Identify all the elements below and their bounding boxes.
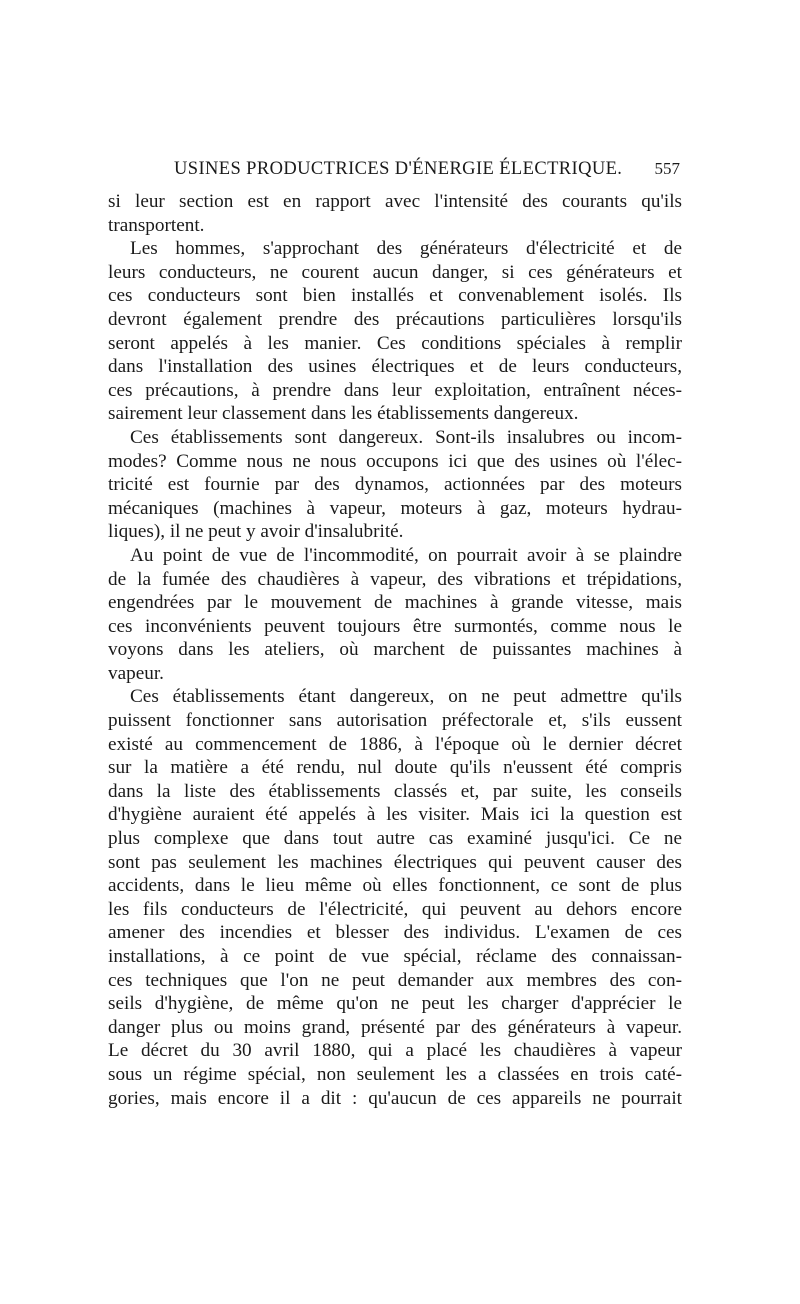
text-line: existé au commencement de 1886, à l'époque où le dernier décret <box>108 733 682 755</box>
text-line: ces inconvénients peuvent toujours être surmontés, comme nous le <box>108 615 682 637</box>
text-line: Ces établissements étant dangereux, on ne peut admettre qu'ils <box>130 686 682 708</box>
text-line: plus complexe que dans tout autre cas examiné jusqu'ici. Ce ne <box>108 828 682 850</box>
text-line: voyons dans les ateliers, où marchent de puissantes machines à <box>108 639 682 661</box>
text-line: Le décret du 30 avril 1880, qui a placé les chaudières à vapeur <box>108 1040 682 1062</box>
body-text <box>108 190 682 1110</box>
text-line: dans la liste des établissements classés et, par suite, les conseils <box>108 780 682 802</box>
text-line: Les hommes, s'approchant des générateurs d'électricité et de <box>130 238 682 260</box>
text-line: gories, mais encore il a dit : qu'aucun de ces appareils ne pourrait <box>108 1087 682 1109</box>
text-line: Au point de vue de l'incommodité, on pourrait avoir à se plaindre <box>130 544 682 566</box>
text-line: sous un régime spécial, non seulement les a classées en trois caté- <box>108 1063 682 1085</box>
text-line: seils d'hygiène, de même qu'on ne peut les charger d'apprécier le <box>108 993 682 1015</box>
text-line: d'hygiène auraient été appelés à les visiter. Mais ici la question est <box>108 804 682 826</box>
text-line: mécaniques (machines à vapeur, moteurs à gaz, moteurs hydrau- <box>108 497 682 519</box>
text-line: ces précautions, à prendre dans leur exploitation, entraînent néces- <box>108 379 682 401</box>
text-line: leurs conducteurs, ne courent aucun danger, si ces générateurs et <box>108 261 682 283</box>
text-line: amener des incendies et blesser des individus. L'examen de ces <box>108 922 682 944</box>
text-line: les fils conducteurs de l'électricité, qui peuvent au dehors encore <box>108 898 682 920</box>
text-line: accidents, dans le lieu même où elles fonctionnent, ce sont de plus <box>108 875 682 897</box>
text-line: ces techniques que l'on ne peut demander aux membres des con- <box>108 969 682 991</box>
text-line: Ces établissements sont dangereux. Sont-ils insalubres ou incom- <box>130 426 682 448</box>
running-header <box>160 159 680 185</box>
text-line: puissent fonctionner sans autorisation préfectorale et, s'ils eussent <box>108 710 682 732</box>
text-line: devront également prendre des précautions particulières lorsqu'ils <box>108 308 682 330</box>
text-line: installations, à ce point de vue spécial, réclame des connaissan- <box>108 946 682 967</box>
text-line: de la fumée des chaudières à vapeur, des vibrations et trépidations, <box>108 568 682 590</box>
text-line: sairement leur classement dans les établissements dangereux. <box>108 403 579 425</box>
text-line: danger plus ou moins grand, présenté par des générateurs à vapeur. <box>108 1016 682 1038</box>
text-line: seront appelés à les manier. Ces conditions spéciales à remplir <box>108 332 682 354</box>
page-number: 557 <box>654 159 680 178</box>
text-line: dans l'installation des usines électriques et de leurs conducteurs, <box>108 356 682 378</box>
text-line: modes? Comme nous ne nous occupons ici que des usines où l'élec- <box>108 450 682 472</box>
text-line: vapeur. <box>108 662 164 684</box>
text-line: si leur section est en rapport avec l'intensité des courants qu'ils <box>108 191 682 212</box>
text-line: sur la matière a été rendu, nul doute qu'ils n'eussent été compris <box>108 757 682 779</box>
text-line: tricité est fournie par des dynamos, actionnées par des moteurs <box>108 474 682 496</box>
text-line: transportent. <box>108 214 205 236</box>
text-line: engendrées par le mouvement de machines à grande vitesse, mais <box>108 592 682 614</box>
text-line: ces conducteurs sont bien installés et convenablement isolés. Ils <box>108 285 682 307</box>
text-line: sont pas seulement les machines électriques qui peuvent causer des <box>108 851 682 873</box>
text-line: liques), il ne peut y avoir d'insalubrité. <box>108 521 404 543</box>
running-header-title: USINES PRODUCTRICES D'ÉNERGIE ÉLECTRIQUE. <box>174 159 623 179</box>
